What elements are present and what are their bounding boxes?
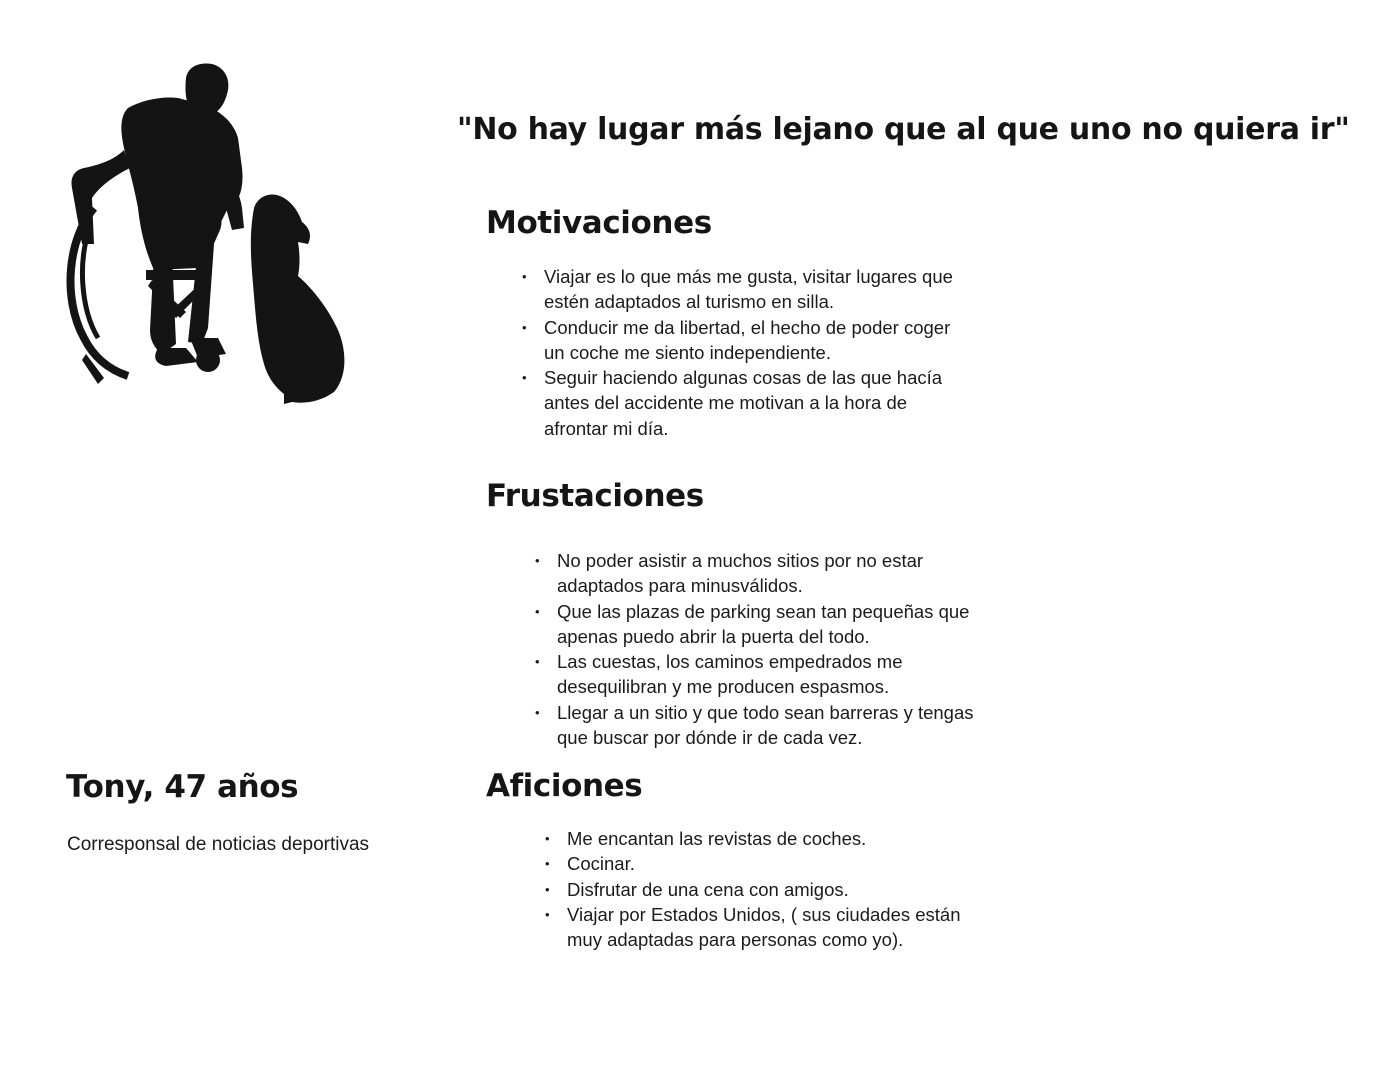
frustaciones-heading: Frustaciones bbox=[486, 478, 704, 514]
list-item: • Conducir me da libertad, el hecho de poder coger un coche me siento independiente. bbox=[522, 315, 972, 366]
list-item: • Viajar por Estados Unidos, ( sus ciudades están muy adaptadas para personas como yo). bbox=[545, 902, 985, 953]
list-item: • Disfrutar de una cena con amigos. bbox=[545, 877, 985, 902]
persona-name: Tony, 47 años bbox=[66, 769, 299, 805]
list-item: • Las cuestas, los caminos empedrados me desequilibran y me producen espasmos. bbox=[535, 649, 985, 700]
list-item: • Cocinar. bbox=[545, 851, 985, 876]
list-item: • Me encantan las revistas de coches. bbox=[545, 826, 985, 851]
persona-role: Corresponsal de noticias deportivas bbox=[67, 834, 370, 855]
motivaciones-list bbox=[522, 264, 972, 441]
list-item: • Seguir haciendo algunas cosas de las que hacía antes del accidente me motivan a la hora de afrontar mi día. bbox=[522, 365, 972, 441]
list-item: • Viajar es lo que más me gusta, visitar lugares que estén adaptados al turismo en silla. bbox=[522, 264, 972, 315]
list-item: • Que las plazas de parking sean tan pequeñas que apenas puedo abrir la puerta del todo. bbox=[535, 599, 985, 650]
list-item: • No poder asistir a muchos sitios por no estar adaptados para minusválidos. bbox=[535, 548, 985, 599]
list-item: • Llegar a un sitio y que todo sean barreras y tengas que buscar por dónde ir de cada vez. bbox=[535, 700, 985, 751]
motivaciones-heading: Motivaciones bbox=[486, 205, 712, 241]
frustaciones-list bbox=[535, 548, 985, 750]
aficiones-heading: Aficiones bbox=[486, 768, 643, 804]
aficiones-list bbox=[545, 826, 985, 952]
wheelchair-user-with-dog-silhouette bbox=[58, 58, 358, 413]
persona-quote: "No hay lugar más lejano que al que uno no quiera ir" bbox=[457, 112, 1350, 147]
